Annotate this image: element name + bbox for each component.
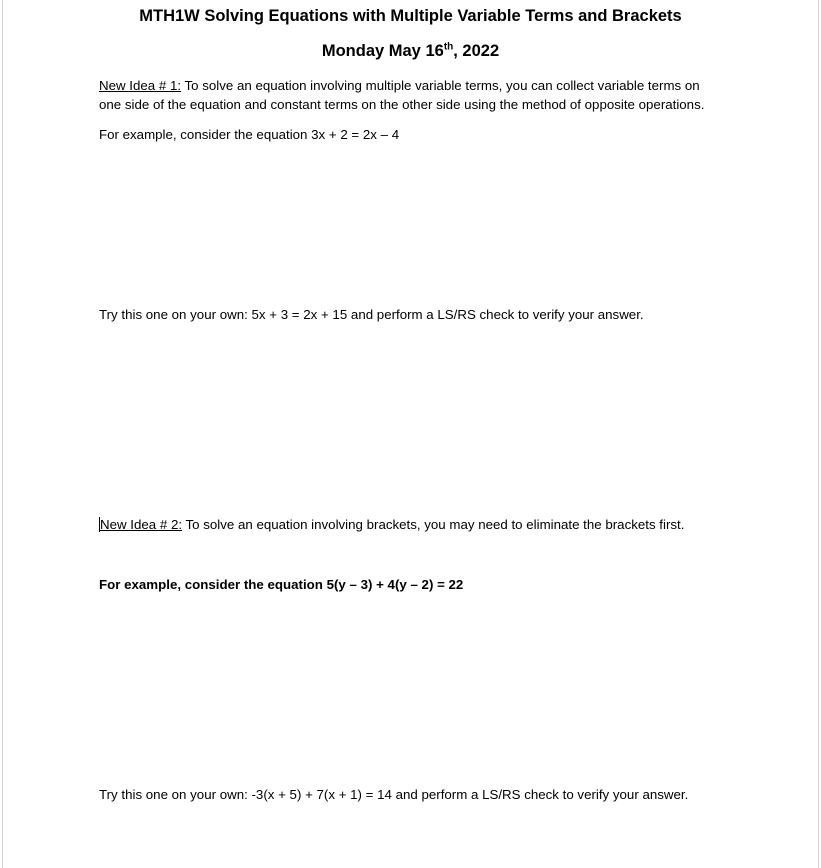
page-left-edge [2, 0, 3, 868]
document-date [0, 42, 821, 61]
example2-paragraph[interactable]: For example, consider the equation 5(y – 3) + 4(y – 2) = 22 [99, 577, 464, 592]
idea1-paragraph[interactable] [99, 76, 739, 114]
date-superscript: th [443, 41, 454, 53]
idea1-text-line1: To solve an equation involving multiple variable terms, you can collect variable terms on [181, 78, 700, 93]
date-prefix: Monday May 16 [321, 42, 444, 60]
page-right-edge [818, 0, 819, 868]
try1-paragraph[interactable]: Try this one on your own: 5x + 3 = 2x + 15 and perform a LS/RS check to verify your answer. [99, 307, 644, 322]
try2-paragraph[interactable]: Try this one on your own: -3(x + 5) + 7(x + 1) = 14 and perform a LS/RS check to verify your answer. [99, 787, 689, 802]
idea1-text-line2: one side of the equation and constant terms on the other side using the method of opposite operations. [99, 97, 705, 112]
date-year: , 2022 [453, 42, 500, 60]
idea2-label: New Idea # 2: [100, 517, 183, 532]
idea1-line1 [99, 76, 739, 95]
idea2-text: To solve an equation involving brackets, you may need to eliminate the brackets first. [182, 517, 685, 532]
document-title: MTH1W Solving Equations with Multiple Variable Terms and Brackets [139, 7, 682, 25]
example1-paragraph[interactable]: For example, consider the equation 3x + 2 = 2x – 4 [99, 127, 400, 142]
idea2-paragraph[interactable] [99, 515, 739, 534]
idea1-label: New Idea # 1: [99, 78, 182, 93]
